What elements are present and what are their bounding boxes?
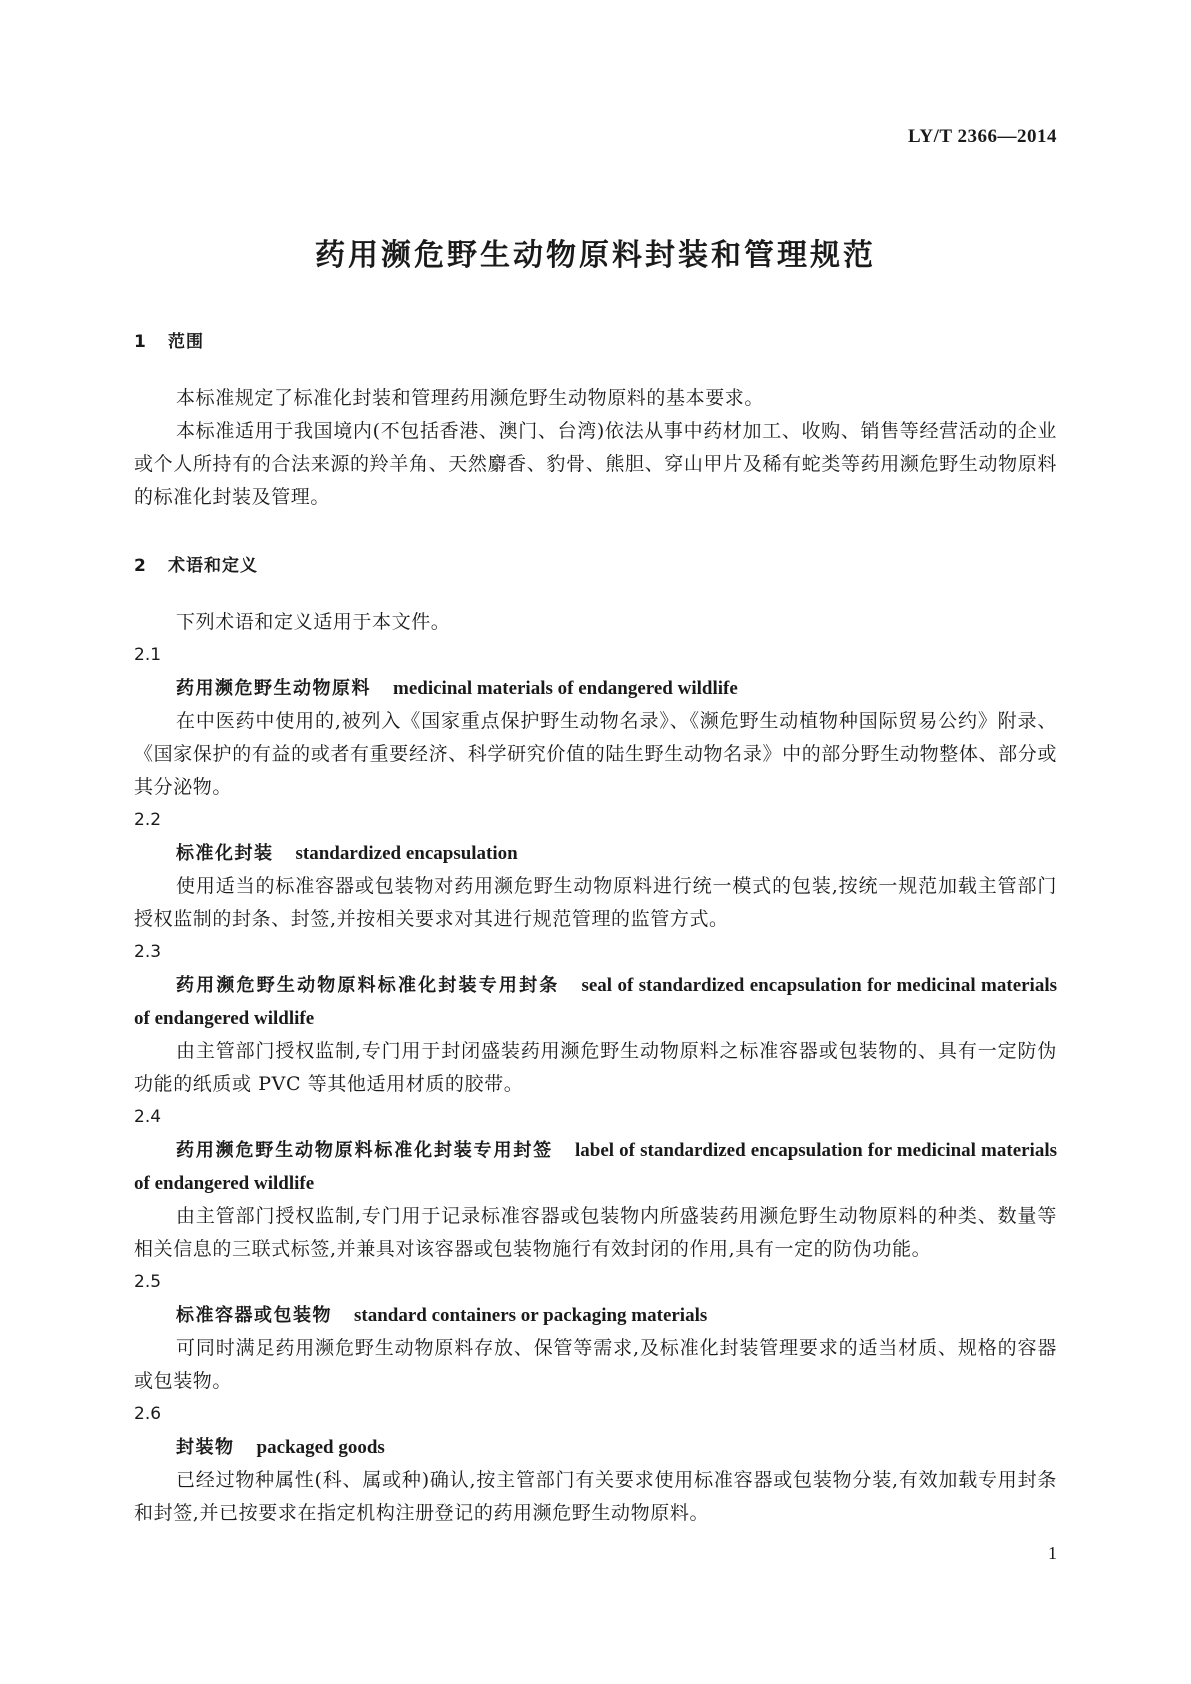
term-heading	[134, 1431, 1057, 1464]
section-number: 1	[134, 332, 147, 352]
term-zh: 标准化封装	[176, 843, 274, 864]
term-number: 2.6	[134, 1404, 162, 1424]
term-definition: 由主管部门授权监制,专门用于记录标准容器或包装物内所盛装药用濒危野生动物原料的种类、数量等相关信息的三联式标签,并兼具对该容器或包装物施行有效封闭的作用,具有一定的防伪功能。	[134, 1205, 1057, 1260]
term-zh: 标准容器或包装物	[176, 1305, 332, 1326]
term-en: standardized encapsulation	[295, 843, 518, 864]
term-definition: 使用适当的标准容器或包装物对药用濒危野生动物原料进行统一模式的包装,按统一规范加载主管部门授权监制的封条、封签,并按相关要求对其进行规范管理的监管方式。	[134, 875, 1057, 930]
term-definition: 由主管部门授权监制,专门用于封闭盛装药用濒危野生动物原料之标准容器或包装物的、具有一定防伪功能的纸质或 PVC 等其他适用材质的胶带。	[134, 1040, 1057, 1095]
scope-paragraph: 本标准适用于我国境内(不包括香港、澳门、台湾)依法从事中药材加工、收购、销售等经营活动的企业或个人所持有的合法来源的羚羊角、天然麝香、豹骨、熊胆、穿山甲片及稀有蛇类等药用濒危野生动物原料的标准化封装及管理。	[134, 420, 1057, 508]
term-en: standard containers or packaging materials	[354, 1305, 708, 1326]
page-number: 1	[1048, 1543, 1057, 1563]
term-definition: 已经过物种属性(科、属或种)确认,按主管部门有关要求使用标准容器或包装物分装,有效加载专用封条和封签,并已按要求在指定机构注册登记的药用濒危野生动物原料。	[134, 1469, 1057, 1524]
section-heading-terms	[134, 554, 1057, 578]
section-number: 2	[134, 556, 147, 576]
term-definition: 可同时满足药用濒危野生动物原料存放、保管等需求,及标准化封装管理要求的适当材质、规格的容器或包装物。	[134, 1337, 1057, 1392]
section-title: 范围	[168, 332, 204, 352]
term-zh: 药用濒危野生动物原料	[176, 678, 371, 699]
term-en: label of standardized encapsulation for medicinal materials of endangered wildlife	[134, 1140, 1058, 1194]
term-heading	[134, 1134, 1057, 1200]
term-number: 2.4	[134, 1107, 162, 1127]
term-zh: 封装物	[176, 1437, 235, 1458]
term-en: medicinal materials of endangered wildlife	[393, 678, 738, 699]
document-title: 药用濒危野生动物原料封装和管理规范	[315, 238, 876, 273]
term-zh: 药用濒危野生动物原料标准化封装专用封签	[176, 1140, 554, 1161]
term-heading	[134, 837, 1057, 870]
terms-intro: 下列术语和定义适用于本文件。	[176, 611, 451, 633]
term-en: seal of standardized encapsulation for medicinal materials of endangered wildlife	[134, 975, 1058, 1029]
term-number: 2.2	[134, 810, 162, 830]
term-number: 2.5	[134, 1272, 162, 1292]
term-en: packaged goods	[256, 1437, 385, 1458]
scope-paragraph: 本标准规定了标准化封装和管理药用濒危野生动物原料的基本要求。	[176, 387, 765, 409]
term-definition: 在中医药中使用的,被列入《国家重点保护野生动物名录》、《濒危野生动植物种国际贸易公约》附录、《国家保护的有益的或者有重要经济、科学研究价值的陆生野生动物名录》中的部分野生动物整体、部分或其分泌物。	[134, 710, 1057, 798]
term-heading	[134, 1299, 1057, 1332]
document-body	[134, 330, 1057, 1530]
standard-code: LY/T 2366—2014	[907, 126, 1057, 147]
section-heading-scope	[134, 330, 1057, 354]
term-number: 2.1	[134, 645, 162, 665]
section-title: 术语和定义	[168, 556, 258, 576]
term-zh: 药用濒危野生动物原料标准化封装专用封条	[176, 975, 560, 996]
term-heading	[134, 969, 1057, 1035]
term-number: 2.3	[134, 942, 162, 962]
term-heading	[134, 672, 1057, 705]
